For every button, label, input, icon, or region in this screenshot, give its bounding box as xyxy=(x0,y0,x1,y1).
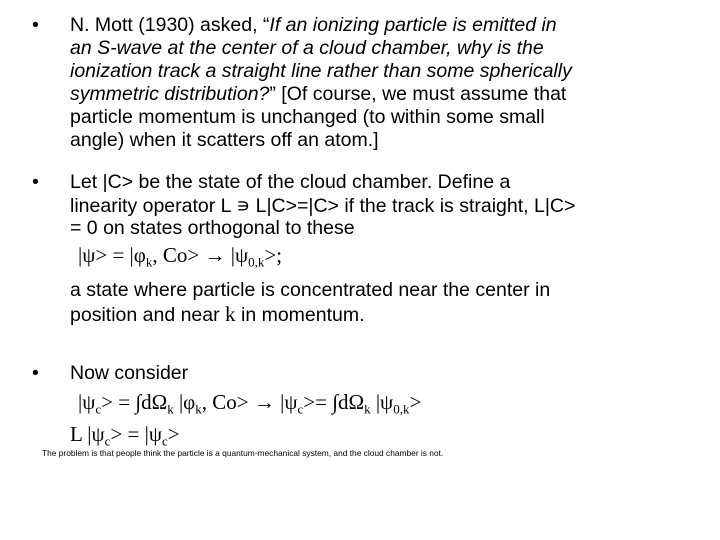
text-run: = 0 on states orthogonal to these xyxy=(70,217,355,239)
text-run: , Co> → |ψ xyxy=(201,390,298,414)
text-run: in momentum. xyxy=(235,304,365,326)
text-line xyxy=(70,37,544,60)
text-run: an S-wave at the center of a cloud chamber, why is the xyxy=(70,37,544,59)
subscript: c xyxy=(104,433,111,449)
subscript: k xyxy=(145,254,153,270)
subscript: c xyxy=(95,401,102,417)
bullet-dot: • xyxy=(32,362,39,384)
equation-line xyxy=(78,243,282,268)
bullet-dot: • xyxy=(32,14,39,36)
text-line xyxy=(70,302,365,327)
text-line xyxy=(70,171,510,194)
text-run: |ψ xyxy=(78,390,96,414)
text-line xyxy=(70,279,550,302)
text-line xyxy=(70,60,572,83)
text-run: particle momentum is unchanged (to within some small xyxy=(70,106,545,128)
footnote: The problem is that people think the particle is a quantum-mechanical system, and the cloud chamber is not. xyxy=(42,448,444,458)
subscript: c xyxy=(297,401,304,417)
text-run: ” [Of course, we must assume that xyxy=(269,83,567,105)
subscript: 0,k xyxy=(393,401,410,417)
text-run: >; xyxy=(264,243,283,267)
text-line xyxy=(70,83,566,106)
text-run: linearity operator L ∍ L|C>=|C> if the track is straight, L|C> xyxy=(70,195,576,217)
text-line xyxy=(70,217,355,240)
subscript: 0,k xyxy=(248,254,265,270)
text-run: position and near xyxy=(70,304,226,326)
text-run: If an ionizing particle is emitted in xyxy=(269,14,557,36)
text-run: Now consider xyxy=(70,362,189,384)
text-run: L |ψ xyxy=(70,422,105,446)
text-line xyxy=(70,194,575,218)
text-run: Let |C> be the state of the cloud chamber. Define a xyxy=(70,171,511,193)
text-line xyxy=(70,14,557,37)
text-line xyxy=(70,129,379,152)
bullet-dot: • xyxy=(32,171,39,193)
text-run: > xyxy=(167,422,180,446)
text-run: > xyxy=(409,390,422,414)
text-run: > = |ψ xyxy=(110,422,162,446)
text-run: |ψ xyxy=(370,390,394,414)
text-run: , Co> → |ψ xyxy=(152,243,249,267)
text-run: ionization track a straight line rather than some spherically xyxy=(70,60,572,82)
equation-line xyxy=(70,422,180,447)
text-run: angle) when it scatters off an atom.] xyxy=(70,129,379,151)
text-run: k xyxy=(225,302,236,326)
text-run: > = ∫dΩ xyxy=(101,390,168,414)
text-line xyxy=(70,362,188,385)
text-run: N. Mott (1930) asked, “ xyxy=(70,14,270,36)
subscript: k xyxy=(195,401,202,417)
text-run: |ψ> = |φ xyxy=(78,243,146,267)
text-line xyxy=(70,106,545,129)
subscript: c xyxy=(161,433,168,449)
text-run: symmetric distribution? xyxy=(70,83,270,105)
equation-line xyxy=(78,390,421,415)
text-run: >= ∫dΩ xyxy=(303,390,365,414)
subscript: k xyxy=(364,401,371,417)
text-run: a state where particle is concentrated near the center in xyxy=(70,279,551,301)
text-run: |φ xyxy=(173,390,196,414)
subscript: k xyxy=(167,401,174,417)
